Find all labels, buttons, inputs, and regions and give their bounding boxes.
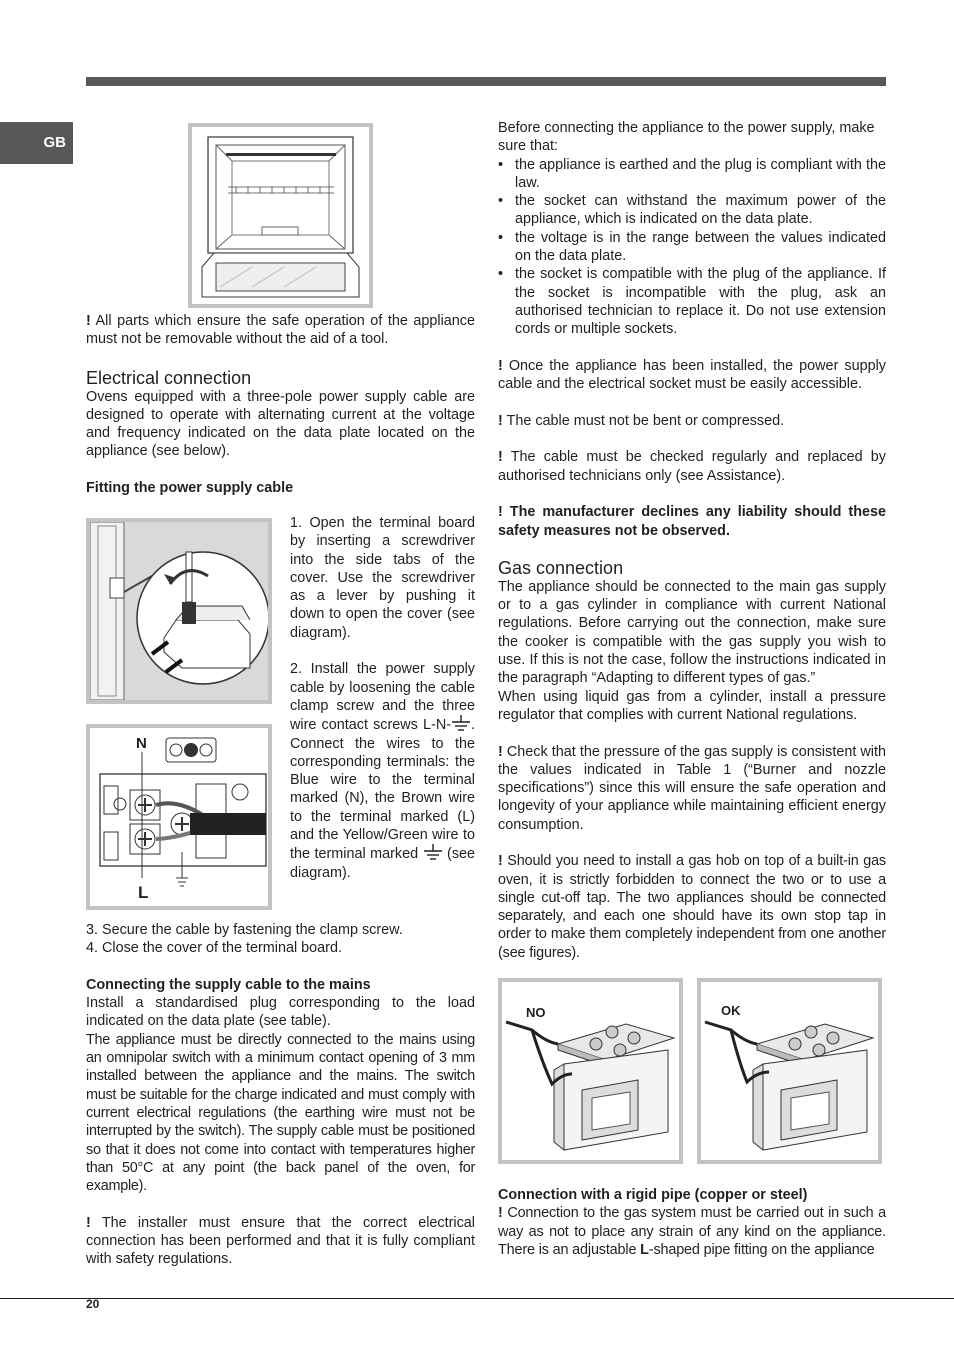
note-checked: ! The cable must be checked regularly and replaced by authorised technicians only (see Assistance).	[498, 449, 886, 484]
incorrect-connection-illustration	[502, 982, 679, 1160]
steps-column	[290, 514, 475, 882]
step-4: 4. Close the cover of the terminal board.	[86, 940, 342, 957]
oven-figure	[188, 123, 373, 308]
electrical-intro: Ovens equipped with a three-pole power supply cable are designed to operate with alternating current at the voltage and frequency indicated on the data plate located on the appliance (see below).	[86, 388, 475, 460]
safety-note: ! All parts which ensure the safe operation of the appliance must not be removable without the aid of a tool.	[86, 313, 475, 348]
earth-ground-icon	[451, 715, 471, 733]
note-bent: ! The cable must not be bent or compressed.	[498, 412, 785, 429]
rigid-pipe-paragraph: ! Connection to the gas system must be carried out in such a way as not to place any strain of any kind on the appliance. There is an adjustable L-shaped pipe fitting on the appliance	[498, 1205, 886, 1258]
right-column-bottom	[498, 1186, 886, 1259]
mains-heading: Connecting the supply cable to the mains	[86, 976, 371, 993]
note-hob: ! Should you need to install a gas hob on top of a built-in gas oven, it is strictly forbidden to connect the two or to use a single cut-off tap. The two appliances should be connected separately, and each one should have its own stop tap in order to make them completely independent from one another (see figures).	[498, 853, 886, 961]
gas-figure-ok	[697, 978, 882, 1164]
right-column-top	[498, 119, 886, 962]
safety-checklist	[498, 156, 886, 339]
fig-ok-label: OK	[721, 1003, 741, 1018]
before-connecting-intro: Before connecting the appliance to the power supply, make sure that:	[498, 120, 875, 155]
electrical-connection-heading: Electrical connection	[86, 367, 252, 388]
checklist-item: • the voltage is in the range between the values indicated on the data plate.	[498, 229, 886, 266]
checklist-item: • the socket can withstand the maximum power of the appliance, which is indicated on the data plate.	[498, 192, 886, 229]
rigid-pipe-heading: Connection with a rigid pipe (copper or steel)	[498, 1187, 808, 1203]
step-2: 2. Install the power supply cable by loosening the cable clamp screw and the three wire contact screws L-N- . Connect the wires to the corresponding terminals: the Blue wire to the terminal marked (N), the Brown wire to the terminal marked (L) and the Yellow/Green wire to the terminal marked (see diagram).	[290, 661, 476, 881]
note-pressure: ! Check that the pressure of the gas supply is consistent with the values indicated in Table 1 (“Burner and nozzle specifications”) since this will ensure the safe operation and longevity of your appliance while maintaining efficient energy consumption.	[498, 743, 886, 833]
gas-connection-heading: Gas connection	[498, 557, 624, 578]
gas-figure-no	[498, 978, 683, 1164]
installer-note: ! The installer must ensure that the correct electrical connection has been performed and that it is fully compliant with safety regulations.	[86, 1214, 475, 1268]
left-column-top	[86, 312, 475, 497]
earth-ground-icon	[423, 844, 443, 862]
wiring-diagram-figure	[86, 724, 272, 910]
left-column-bottom	[86, 921, 475, 1269]
correct-connection-illustration	[701, 982, 878, 1160]
checklist-item: • the appliance is earthed and the plug is compliant with the law.	[498, 156, 886, 193]
screwdriver-illustration	[90, 522, 268, 700]
step-1: 1. Open the terminal board by inserting a screwdriver into the side tabs of the cover. Use the screwdriver as a lever by pushing it down to open the cover (see diagram).	[290, 515, 475, 641]
gas-paragraph-2: When using liquid gas from a cylinder, install a pressure regulator that complies with current National regulations.	[498, 688, 886, 723]
gas-paragraph-1: The appliance should be connected to the main gas supply or to a gas cylinder in compliance with current National regulations. Before carrying out the connection, make sure the cooker is compatible with the gas supply you wish to use. If this is not the case, follow the instructions indicated in the paragraph “Adapting to different types of gas.”	[498, 578, 886, 687]
fitting-cable-heading: Fitting the power supply cable	[86, 480, 294, 497]
checklist-item: • the socket is compatible with the plug of the appliance. If the socket is incompatible with the plug, ask an authorised technician to replace it. Do not use extension cords or multiple sockets.	[498, 265, 886, 338]
mains-paragraph-1: Install a standardised plug corresponding to the load indicated on the data plate (see table).	[86, 995, 475, 1030]
mains-paragraph-2: The appliance must be directly connected to the mains using an omnipolar switch with a minimum contact opening of 3 mm installed between the appliance and the mains. The switch must be suitable for the charge indicated and must comply with current electrical regulations (the earthing wire must not be interrupted by the switch). The supply cable must be positioned so that it does not come into contact with temperatures higher than 50°C at any point (the back panel of the oven, for example).	[86, 1031, 475, 1195]
note-accessible: ! Once the appliance has been installed, the power supply cable and the electrical socket must be easily accessible.	[498, 357, 886, 393]
fig-no-label: NO	[526, 1005, 546, 1020]
step-3: 3. Secure the cable by fastening the clamp screw.	[86, 922, 403, 938]
terminal-label-l: L	[138, 883, 149, 902]
wiring-illustration	[90, 728, 268, 906]
page-number: 20	[86, 1297, 100, 1311]
note-liability: ! The manufacturer declines any liability should these safety measures not be observed.	[498, 504, 887, 539]
terminal-label-n: N	[136, 735, 147, 752]
language-tab: GB	[0, 122, 73, 164]
footer-rule	[0, 1298, 954, 1299]
terminal-board-figure	[86, 518, 272, 704]
oven-illustration	[192, 127, 369, 304]
header-bar	[86, 77, 886, 86]
